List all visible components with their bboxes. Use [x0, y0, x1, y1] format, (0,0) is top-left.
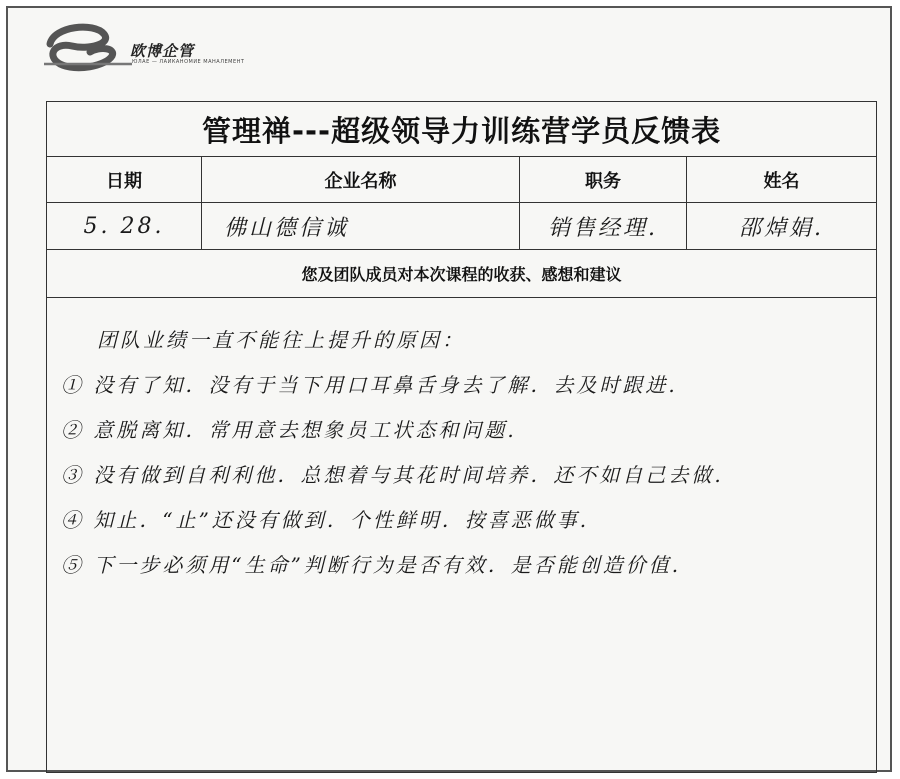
feedback-item-4: ④ 知止．“止”还没有做到．个性鲜明．按喜恶做事.: [61, 508, 590, 532]
header-name: 姓名: [687, 157, 877, 203]
feedback-item-2: ② 意脱离知．常用意去想象员工状态和问题.: [61, 418, 517, 442]
feedback-section-label: 您及团队成员对本次课程的收获、感想和建议: [47, 250, 877, 298]
header-company: 企业名称: [202, 157, 520, 203]
value-date: 5. 28.: [47, 203, 202, 250]
feedback-table: [46, 101, 877, 773]
feedback-item-3: ③ 没有做到自利利他．总想着与其花时间培养．还不如自己去做.: [61, 463, 724, 487]
logo-tagline: ЮЛАЕ — ЛАИКАНОМИЕ МАНАЛЕМЕНТ: [132, 59, 245, 65]
feedback-item-5: ⑤ 下一步必须用“生命”判断行为是否有效．是否能创造价值.: [61, 553, 682, 577]
header-row: [47, 157, 877, 203]
feedback-item-1: ① 没有了知．没有于当下用口耳鼻舌身去了解．去及时跟进.: [61, 373, 678, 397]
header-date: 日期: [47, 157, 202, 203]
feedback-body: [47, 298, 877, 773]
value-position: 销售经理.: [520, 203, 687, 250]
form-title: 管理禅---超级领导力训练营学员反馈表: [47, 102, 877, 157]
feedback-intro: 团队业绩一直不能往上提升的原因：: [97, 328, 465, 352]
value-name: 邵焯娟.: [687, 203, 877, 250]
value-row: [47, 203, 877, 250]
header-position: 职务: [520, 157, 687, 203]
logo-name: 欧博企管: [130, 42, 195, 60]
value-company: 佛山德信诚: [202, 203, 520, 250]
feedback-sheet: [6, 6, 892, 772]
logo-emblem-icon: [42, 20, 132, 75]
company-logo: [42, 20, 245, 75]
